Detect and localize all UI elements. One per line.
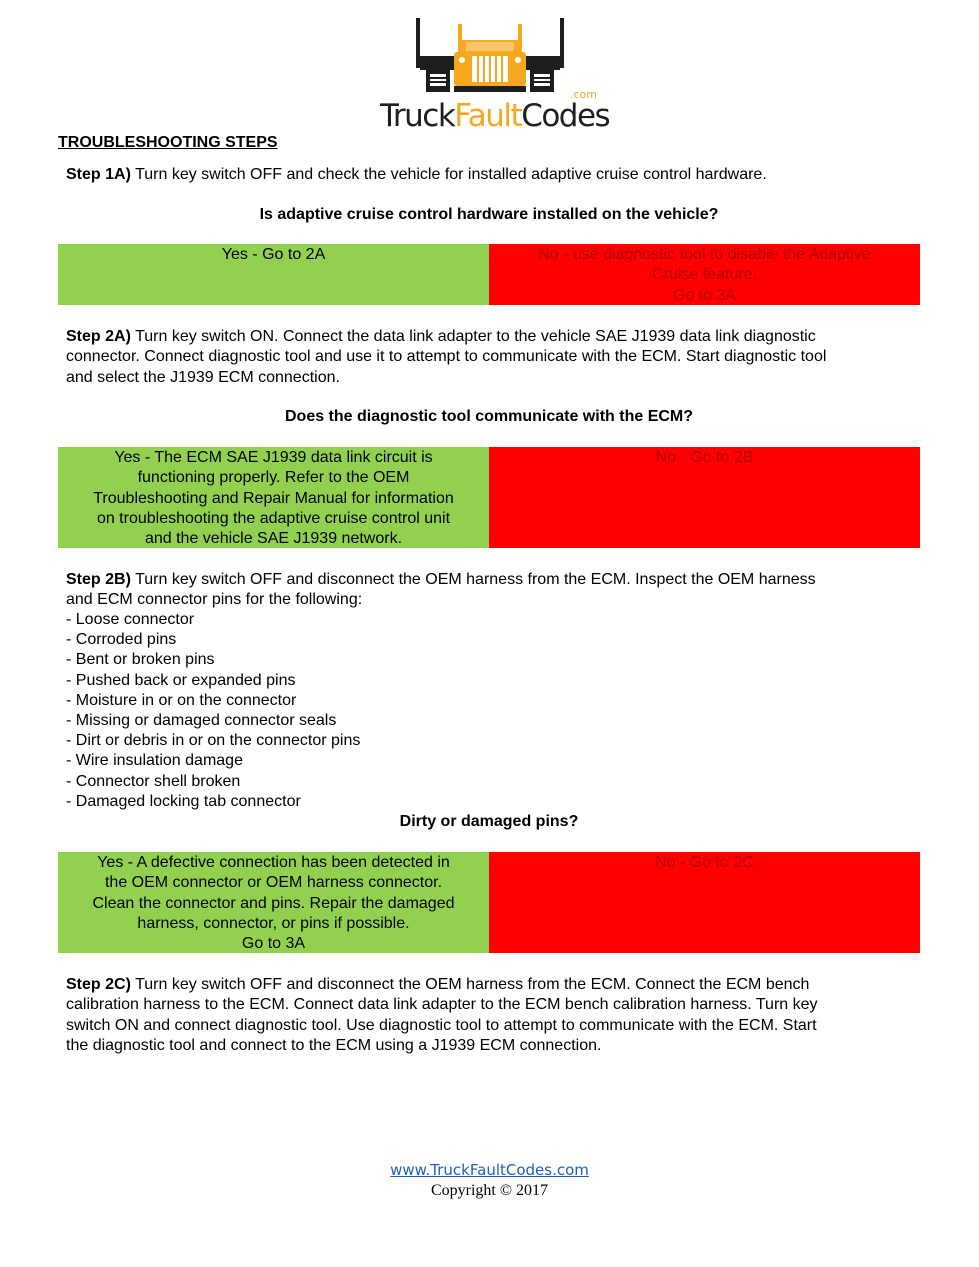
no-cell — [489, 447, 920, 548]
no-cell — [489, 244, 920, 305]
list-item: - Loose connector — [66, 611, 195, 628]
step-text: Turn key switch OFF and check the vehicle for installed adaptive cruise control hardware. — [130, 166, 767, 183]
question-2: Does the diagnostic tool communicate with the ECM? — [284, 408, 694, 425]
truckfaultcodes-logo[interactable] — [380, 18, 610, 134]
yes-cell — [58, 447, 489, 548]
decision-1 — [58, 244, 920, 305]
yes-cell — [58, 852, 489, 953]
no-text-line: No - use diagnostic tool to disable the Adaptive — [538, 246, 871, 263]
yes-text: Yes - Go to 2A — [221, 246, 326, 263]
website-link[interactable]: www.TruckFaultCodes.com — [390, 1161, 589, 1179]
inspection-checklist — [66, 610, 360, 812]
no-text-line: Cruise feature. — [652, 266, 757, 284]
list-item: - Moisture in or on the connector — [66, 691, 297, 709]
step-2a-paragraph — [66, 327, 916, 388]
question-3: Dirty or damaged pins? — [399, 813, 579, 830]
logo-wordmark — [380, 96, 610, 136]
step-text: Turn key switch OFF and disconnect the OEM harness from the ECM. Connect the ECM bench — [130, 976, 810, 993]
list-item: - Dirt or debris in or on the connector pins — [66, 732, 361, 750]
truck-icon — [410, 18, 570, 94]
section-heading: TROUBLESHOOTING STEPS — [58, 134, 278, 151]
step-text: and select the J1939 ECM connection. — [66, 368, 340, 386]
step-label: Step 2B) — [66, 571, 131, 588]
yes-text-line: Yes - The ECM SAE J1939 data link circuit is — [114, 449, 433, 466]
no-text: No - Go to 2B — [655, 449, 754, 466]
footer-link-row — [0, 1161, 979, 1180]
yes-text-line: on troubleshooting the adaptive cruise control unit — [96, 509, 451, 527]
yes-cell — [58, 244, 489, 305]
list-item: - Damaged locking tab connector — [66, 792, 301, 810]
step-text: and ECM connector pins for the following: — [66, 591, 363, 609]
step-text: Turn key switch ON. Connect the data link adapter to the vehicle SAE J1939 data link diagnostic — [130, 328, 816, 345]
yes-text-line: Yes - A defective connection has been detected in — [97, 854, 450, 871]
no-text-line: Go to 3A — [672, 286, 737, 304]
list-item: - Wire insulation damage — [66, 752, 243, 770]
step-label: Step 2C) — [66, 976, 131, 993]
step-text: calibration harness to the ECM. Connect data link adapter to the ECM bench calibration harness. Turn key — [66, 996, 818, 1014]
yes-text-line: the OEM connector or OEM harness connector. — [104, 874, 443, 892]
decision-3 — [58, 852, 920, 953]
logo-word-fault: Fault — [454, 98, 522, 134]
yes-text-line: harness, connector, or pins if possible. — [137, 914, 410, 932]
list-item: - Missing or damaged connector seals — [66, 712, 337, 730]
step-label: Step 1A) — [66, 166, 131, 183]
question-1: Is adaptive cruise control hardware installed on the vehicle? — [259, 206, 719, 223]
logo-word-codes: Codes — [521, 98, 610, 134]
no-cell — [489, 852, 920, 953]
step-2b-paragraph — [66, 570, 916, 611]
yes-text-line: and the vehicle SAE J1939 network. — [144, 530, 403, 548]
yes-text-line: Go to 3A — [241, 935, 306, 953]
step-text: connector. Connect diagnostic tool and use it to attempt to communicate with the ECM. Start diagnostic tool — [66, 348, 827, 366]
yes-text-line: Troubleshooting and Repair Manual for information — [93, 489, 454, 507]
step-1a-paragraph — [66, 165, 916, 185]
step-text: switch ON and connect diagnostic tool. Use diagnostic tool to attempt to communicate with the ECM. Start — [66, 1016, 817, 1034]
decision-2 — [58, 447, 920, 548]
list-item: - Connector shell broken — [66, 772, 241, 790]
step-text: Turn key switch OFF and disconnect the OEM harness from the ECM. Inspect the OEM harness — [130, 571, 816, 588]
list-item: - Bent or broken pins — [66, 651, 215, 669]
logo-word-truck: Truck — [380, 98, 455, 134]
no-text: No - Go to 2C — [655, 854, 754, 871]
step-text: the diagnostic tool and connect to the ECM using a J1939 ECM connection. — [66, 1036, 602, 1054]
yes-text-line: functioning properly. Refer to the OEM — [137, 469, 410, 487]
yes-text-line: Clean the connector and pins. Repair the damaged — [92, 894, 455, 912]
step-label: Step 2A) — [66, 328, 131, 345]
copyright-text: Copyright © 2017 — [430, 1182, 549, 1199]
list-item: - Pushed back or expanded pins — [66, 671, 296, 689]
logo-com-suffix: .com — [570, 88, 597, 101]
step-2c-paragraph — [66, 975, 916, 1056]
list-item: - Corroded pins — [66, 631, 177, 649]
